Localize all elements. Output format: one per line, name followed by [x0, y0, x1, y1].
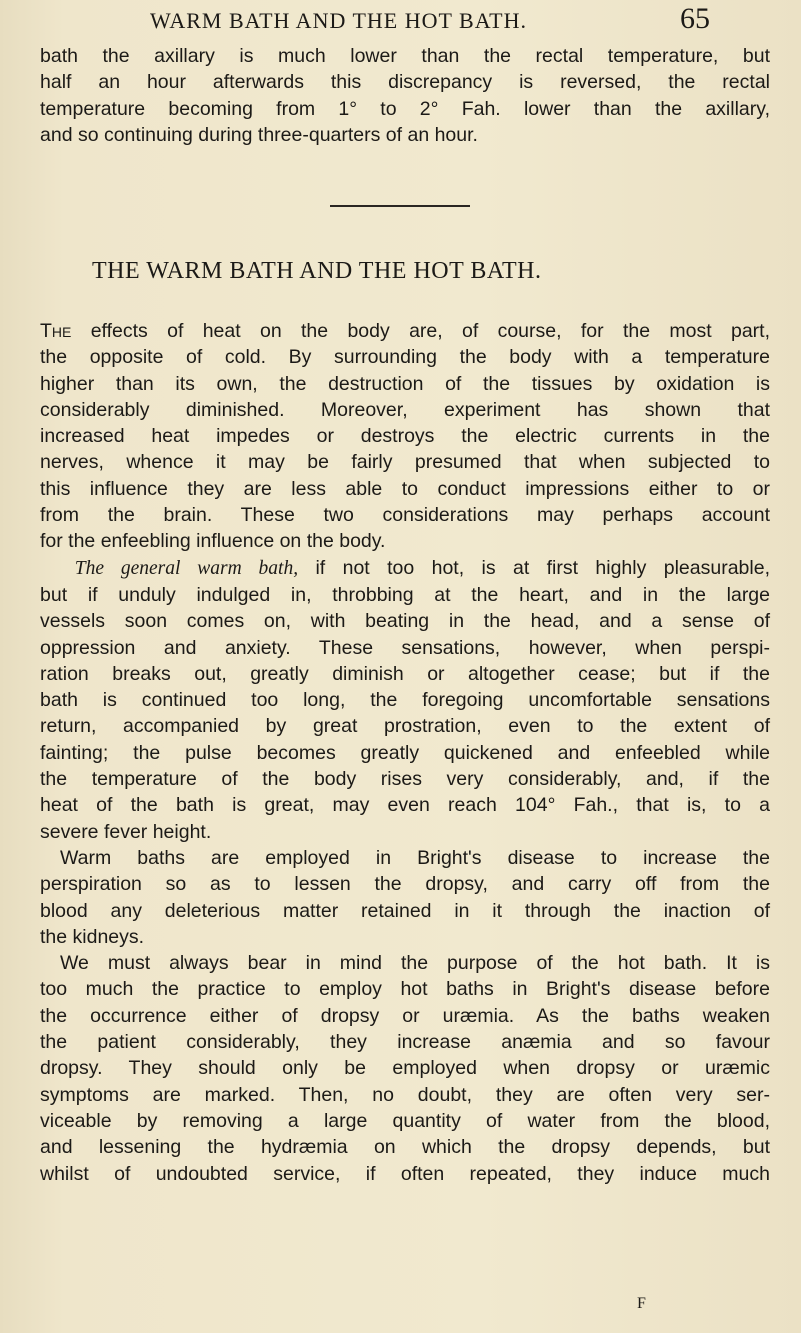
text-line: ration breaks out, greatly diminish or altogether cease; but if the: [40, 662, 770, 685]
text-line: from the brain. These two considerations may perhaps account: [40, 504, 770, 527]
text-line: increased heat impedes or destroys the electric currents in the: [40, 425, 770, 448]
text-line: but if unduly indulged in, throbbing at the heart, and in the large: [40, 583, 770, 606]
text-line: oppression and anxiety. These sensations, however, when perspi-: [40, 636, 770, 659]
text-line: the opposite of cold. By surrounding the body with a temperature: [40, 346, 770, 369]
italic-term: The general warm bath,: [74, 557, 299, 579]
text-line: the kidneys.: [40, 925, 145, 948]
text-line: heat of the bath is great, may even reach 104° Fah., that is, to a: [40, 794, 770, 817]
text-line: perspiration so as to lessen the dropsy, and carry off from the: [40, 873, 770, 896]
text-line: too much the practice to employ hot baths in Bright's disease before: [40, 978, 770, 1001]
text-run: if not too hot, is at first highly pleasurable,: [298, 556, 770, 579]
section-body: [40, 318, 770, 1187]
text-line: bath is continued too long, the foregoing uncomfortable sensations: [40, 689, 770, 712]
text-line: the occurrence either of dropsy or uræmia. As the baths weaken: [40, 1004, 770, 1027]
text-line: [40, 555, 770, 582]
text-line: nerves, whence it may be fairly presumed that when subjected to: [40, 451, 770, 474]
text-line: temperature becoming from 1° to 2° Fah. lower than the axillary,: [40, 97, 770, 120]
text-line: symptoms are marked. Then, no doubt, they are often very ser-: [40, 1083, 770, 1106]
text-line: considerably diminished. Moreover, experiment has shown that: [40, 398, 770, 421]
text-line: and so continuing during three-quarters of an hour.: [40, 123, 478, 146]
text-line: We must always bear in mind the purpose of the hot bath. It is: [60, 952, 770, 975]
section-divider-rule: [330, 205, 470, 207]
section-heading: THE WARM BATH AND THE HOT BATH.: [92, 258, 542, 284]
text-line: this influence they are less able to conduct impressions either to or: [40, 477, 770, 500]
text-line: for the enfeebling influence on the body.: [40, 530, 386, 553]
text-line: the temperature of the body rises very considerably, and, if the: [40, 768, 770, 791]
page-number: 65: [680, 2, 710, 35]
text-line: the patient considerably, they increase anæmia and so favour: [40, 1031, 770, 1054]
text-line: bath the axillary is much lower than the rectal temperature, but: [40, 45, 770, 67]
text-line: viceable by removing a large quantity of water from the blood,: [40, 1109, 770, 1132]
text-line: fainting; the pulse becomes greatly quickened and enfeebled while: [40, 741, 770, 764]
text-line: higher than its own, the destruction of the tissues by oxidation is: [40, 372, 770, 395]
text-line: whilst of undoubted service, if often repeated, they induce much: [40, 1162, 770, 1185]
text-line: half an hour afterwards this discrepancy is reversed, the rectal: [40, 71, 770, 94]
text-run: effects of heat on the body are, of course, for the most part,: [71, 320, 770, 342]
text-line: dropsy. They should only be employed when dropsy or uræmic: [40, 1057, 770, 1080]
text-line: blood any deleterious matter retained in it through the inaction of: [40, 899, 770, 922]
text-line: vessels soon comes on, with beating in the head, and a sense of: [40, 610, 770, 633]
text-line: severe fever height.: [40, 820, 212, 843]
text-line: return, accompanied by great prostration, even to the extent of: [40, 715, 770, 738]
text-line: Warm baths are employed in Bright's disease to increase the: [60, 846, 770, 869]
running-head: WARM BATH AND THE HOT BATH.: [150, 8, 527, 33]
text-line: and lessening the hydræmia on which the dropsy depends, but: [40, 1136, 770, 1159]
signature-mark: F: [637, 1295, 646, 1312]
continuation-paragraph: [40, 43, 770, 148]
paragraph-opening-word: The: [40, 320, 72, 342]
text-line: [40, 318, 770, 344]
